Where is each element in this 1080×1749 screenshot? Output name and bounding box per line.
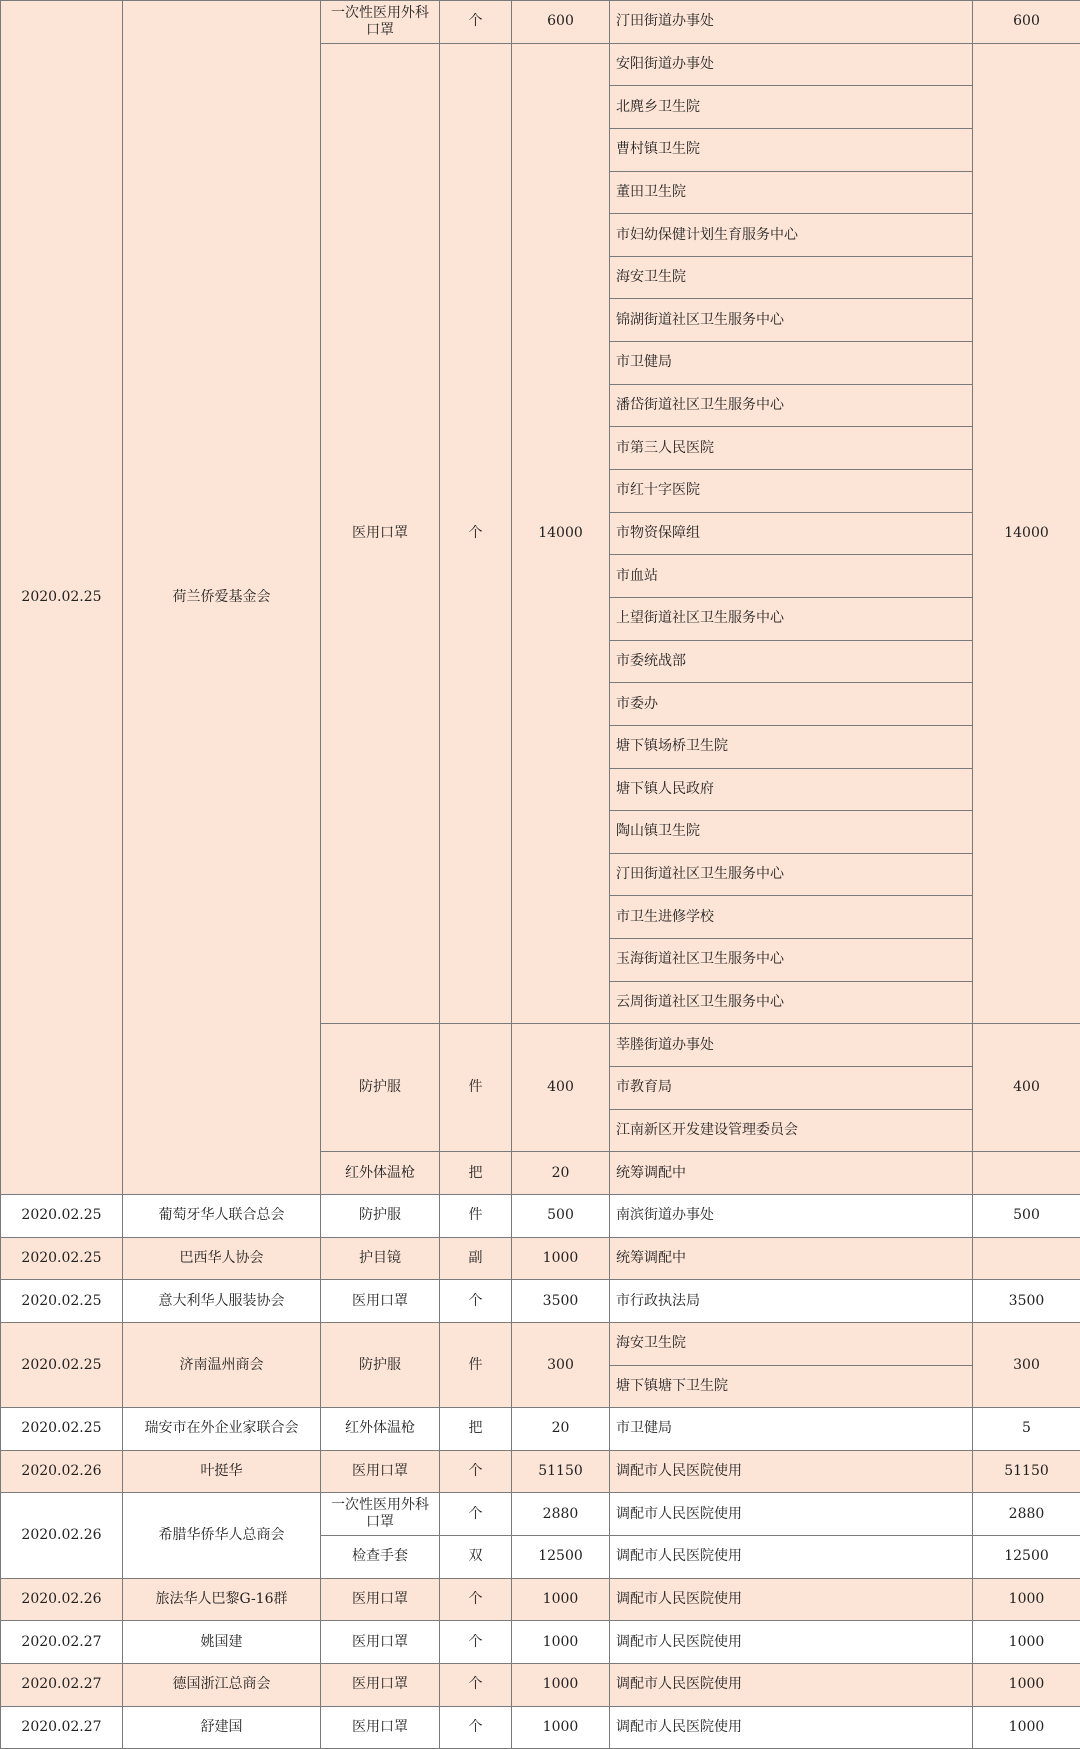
unit-cell: 个 <box>440 1578 512 1621</box>
amount-cell <box>973 1152 1080 1195</box>
date-cell: 2020.02.25 <box>1 1194 123 1237</box>
donor-cell: 瑞安市在外企业家联合会 <box>123 1408 321 1451</box>
item-cell: 防护服 <box>321 1194 440 1237</box>
recipient-cell: 统筹调配中 <box>610 1152 973 1195</box>
table-row <box>1 1450 1080 1493</box>
item-cell: 防护服 <box>321 1024 440 1152</box>
qty-cell: 20 <box>512 1152 610 1195</box>
recipient-cell: 上望街道社区卫生服务中心 <box>610 597 973 640</box>
qty-cell: 51150 <box>512 1450 610 1493</box>
recipient-cell: 调配市人民医院使用 <box>610 1621 973 1664</box>
amount-cell: 400 <box>973 1024 1080 1152</box>
recipient-cell: 市红十字医院 <box>610 470 973 513</box>
date-cell: 2020.02.25 <box>1 1237 123 1280</box>
donor-cell: 德国浙江总商会 <box>123 1663 321 1706</box>
qty-cell: 20 <box>512 1408 610 1451</box>
date-cell: 2020.02.26 <box>1 1450 123 1493</box>
recipient-cell: 调配市人民医院使用 <box>610 1450 973 1493</box>
recipient-cell: 北麂乡卫生院 <box>610 86 973 129</box>
unit-cell: 把 <box>440 1408 512 1451</box>
recipient-cell: 江南新区开发建设管理委员会 <box>610 1109 973 1152</box>
recipient-cell: 塘下镇塘下卫生院 <box>610 1365 973 1408</box>
recipient-cell: 安阳街道办事处 <box>610 43 973 86</box>
item-cell: 医用口罩 <box>321 1280 440 1323</box>
recipient-cell: 市第三人民医院 <box>610 427 973 470</box>
recipient-cell: 市委统战部 <box>610 640 973 683</box>
recipient-cell: 锦湖街道社区卫生服务中心 <box>610 299 973 342</box>
item-cell: 防护服 <box>321 1322 440 1407</box>
amount-cell: 300 <box>973 1322 1080 1407</box>
date-cell: 2020.02.25 <box>1 1322 123 1407</box>
recipient-cell: 市委办 <box>610 683 973 726</box>
donor-cell: 姚国建 <box>123 1621 321 1664</box>
table-row <box>1 1706 1080 1749</box>
item-cell: 医用口罩 <box>321 1578 440 1621</box>
qty-cell: 1000 <box>512 1621 610 1664</box>
amount-cell: 1000 <box>973 1578 1080 1621</box>
item-cell: 医用口罩 <box>321 43 440 1024</box>
qty-cell: 14000 <box>512 43 610 1024</box>
amount-cell: 2880 <box>973 1493 1080 1536</box>
table-row <box>1 1493 1080 1536</box>
donor-cell: 叶挺华 <box>123 1450 321 1493</box>
qty-cell: 1000 <box>512 1706 610 1749</box>
recipient-cell: 统筹调配中 <box>610 1237 973 1280</box>
amount-cell: 14000 <box>973 43 1080 1024</box>
donor-cell: 荷兰侨爱基金会 <box>123 1 321 1195</box>
date-cell: 2020.02.25 <box>1 1408 123 1451</box>
qty-cell: 1000 <box>512 1237 610 1280</box>
item-cell: 红外体温枪 <box>321 1152 440 1195</box>
recipient-cell: 调配市人民医院使用 <box>610 1493 973 1536</box>
recipient-cell: 调配市人民医院使用 <box>610 1536 973 1579</box>
item-cell: 一次性医用外科口罩 <box>321 1 440 44</box>
table-row <box>1 1280 1080 1323</box>
qty-cell: 1000 <box>512 1663 610 1706</box>
amount-cell: 1000 <box>973 1663 1080 1706</box>
item-cell: 一次性医用外科口罩 <box>321 1493 440 1536</box>
recipient-cell: 汀田街道办事处 <box>610 1 973 44</box>
recipient-cell: 市妇幼保健计划生育服务中心 <box>610 214 973 257</box>
donor-cell: 希腊华侨华人总商会 <box>123 1493 321 1578</box>
table-row <box>1 1408 1080 1451</box>
item-cell: 红外体温枪 <box>321 1408 440 1451</box>
recipient-cell: 南滨街道办事处 <box>610 1194 973 1237</box>
recipient-cell: 塘下镇人民政府 <box>610 768 973 811</box>
qty-cell: 600 <box>512 1 610 44</box>
amount-cell: 12500 <box>973 1536 1080 1579</box>
date-cell: 2020.02.26 <box>1 1578 123 1621</box>
qty-cell: 400 <box>512 1024 610 1152</box>
unit-cell: 件 <box>440 1194 512 1237</box>
amount-cell: 51150 <box>973 1450 1080 1493</box>
amount-cell: 5 <box>973 1408 1080 1451</box>
qty-cell: 12500 <box>512 1536 610 1579</box>
recipient-cell: 塘下镇场桥卫生院 <box>610 725 973 768</box>
recipient-cell: 海安卫生院 <box>610 1322 973 1365</box>
qty-cell: 2880 <box>512 1493 610 1536</box>
unit-cell: 双 <box>440 1536 512 1579</box>
recipient-cell: 玉海街道社区卫生服务中心 <box>610 939 973 982</box>
donor-cell: 济南温州商会 <box>123 1322 321 1407</box>
item-cell: 医用口罩 <box>321 1450 440 1493</box>
unit-cell: 个 <box>440 1493 512 1536</box>
recipient-cell: 市物资保障组 <box>610 512 973 555</box>
item-cell: 医用口罩 <box>321 1663 440 1706</box>
recipient-cell: 市卫健局 <box>610 1408 973 1451</box>
recipient-cell: 海安卫生院 <box>610 256 973 299</box>
recipient-cell: 市行政执法局 <box>610 1280 973 1323</box>
unit-cell: 个 <box>440 1 512 44</box>
recipient-cell: 莘塍街道办事处 <box>610 1024 973 1067</box>
recipient-cell: 调配市人民医院使用 <box>610 1663 973 1706</box>
unit-cell: 件 <box>440 1024 512 1152</box>
qty-cell: 300 <box>512 1322 610 1407</box>
date-cell: 2020.02.25 <box>1 1 123 1195</box>
amount-cell: 1000 <box>973 1621 1080 1664</box>
date-cell: 2020.02.27 <box>1 1706 123 1749</box>
table-row <box>1 1663 1080 1706</box>
unit-cell: 个 <box>440 1621 512 1664</box>
recipient-cell: 陶山镇卫生院 <box>610 811 973 854</box>
item-cell: 护目镜 <box>321 1237 440 1280</box>
recipient-cell: 潘岱街道社区卫生服务中心 <box>610 384 973 427</box>
donor-cell: 旅法华人巴黎G-16群 <box>123 1578 321 1621</box>
recipient-cell: 董田卫生院 <box>610 171 973 214</box>
qty-cell: 3500 <box>512 1280 610 1323</box>
table-row <box>1 1322 1080 1365</box>
unit-cell: 个 <box>440 1663 512 1706</box>
recipient-cell: 云周街道社区卫生服务中心 <box>610 981 973 1024</box>
recipient-cell: 市教育局 <box>610 1067 973 1110</box>
unit-cell: 个 <box>440 43 512 1024</box>
unit-cell: 个 <box>440 1280 512 1323</box>
date-cell: 2020.02.25 <box>1 1280 123 1323</box>
amount-cell: 600 <box>973 1 1080 44</box>
recipient-cell: 市卫健局 <box>610 342 973 385</box>
donor-cell: 巴西华人协会 <box>123 1237 321 1280</box>
recipient-cell: 汀田街道社区卫生服务中心 <box>610 853 973 896</box>
table-row <box>1 1237 1080 1280</box>
table-row <box>1 1 1080 44</box>
qty-cell: 500 <box>512 1194 610 1237</box>
item-cell: 医用口罩 <box>321 1621 440 1664</box>
date-cell: 2020.02.27 <box>1 1621 123 1664</box>
donor-cell: 葡萄牙华人联合总会 <box>123 1194 321 1237</box>
item-cell: 医用口罩 <box>321 1706 440 1749</box>
amount-cell: 1000 <box>973 1706 1080 1749</box>
recipient-cell: 曹村镇卫生院 <box>610 128 973 171</box>
amount-cell <box>973 1237 1080 1280</box>
recipient-cell: 调配市人民医院使用 <box>610 1706 973 1749</box>
date-cell: 2020.02.26 <box>1 1493 123 1578</box>
date-cell: 2020.02.27 <box>1 1663 123 1706</box>
table-row <box>1 1194 1080 1237</box>
unit-cell: 个 <box>440 1706 512 1749</box>
recipient-cell: 市血站 <box>610 555 973 598</box>
unit-cell: 副 <box>440 1237 512 1280</box>
unit-cell: 把 <box>440 1152 512 1195</box>
table-row <box>1 1578 1080 1621</box>
recipient-cell: 调配市人民医院使用 <box>610 1578 973 1621</box>
unit-cell: 件 <box>440 1322 512 1407</box>
donor-cell: 舒建国 <box>123 1706 321 1749</box>
amount-cell: 500 <box>973 1194 1080 1237</box>
recipient-cell: 市卫生进修学校 <box>610 896 973 939</box>
unit-cell: 个 <box>440 1450 512 1493</box>
qty-cell: 1000 <box>512 1578 610 1621</box>
item-cell: 检查手套 <box>321 1536 440 1579</box>
amount-cell: 3500 <box>973 1280 1080 1323</box>
table-row <box>1 1621 1080 1664</box>
donor-cell: 意大利华人服装协会 <box>123 1280 321 1323</box>
